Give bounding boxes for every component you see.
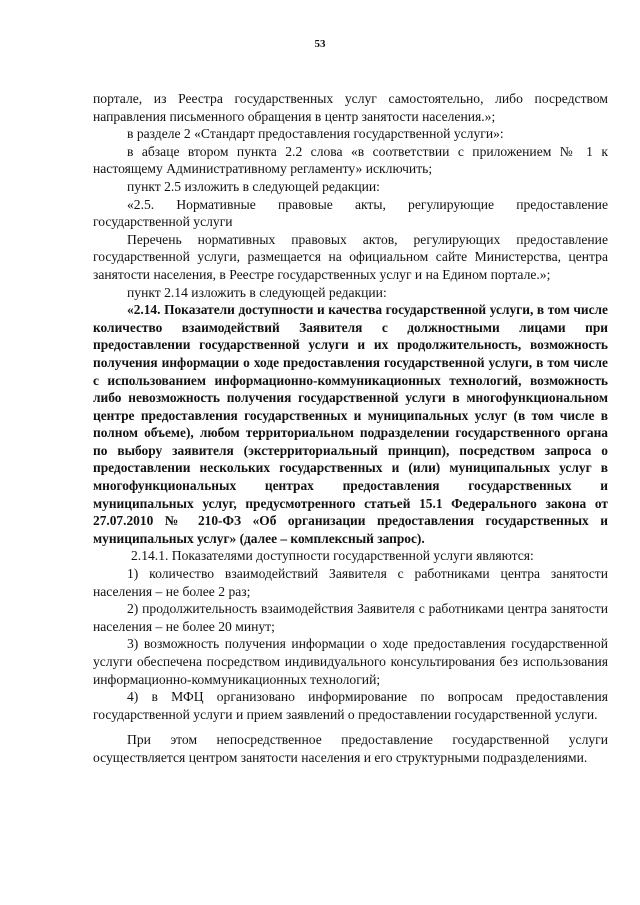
paragraph-item-2-14-intro: пункт 2.14 изложить в следующей редакции:: [127, 284, 387, 300]
paragraph-item-2-2: в абзаце втором пункта 2.2 слова «в соответствии с приложением № 1 к настоящему Административному регламенту» исключить;: [93, 143, 608, 177]
paragraph-item-2-5-intro: пункт 2.5 изложить в следующей редакции:: [127, 178, 380, 194]
paragraph-item-2-14-heading: «2.14. Показатели доступности и качества государственной услуги, в том числе количество взаимодействий Заявителя с должностными лицами при предоставлении государственной услуги и их продолжительность, возможность получения информации о ходе предоставления государственной услуги, в том числе с использованием информационно-коммуникационных технологий, возможность либо невозможность получения государственной услуги в многофункциональном центре предоставления государственных и муниципальных услуг (в том числе в полном объеме), любом территориальном подразделении государственного органа по выбору заявителя (экстерриториальный принцип), посредством запроса о предоставлении нескольких государственных и (или) муниципальных услуг в многофункциональных центрах предоставления государственных и муниципальных услуг, предусмотренного статьей 15.1 Федерального закона от 27.07.2010 № 210-ФЗ «Об организации предоставления государственных и муниципальных услуг» (далее – комплексный запрос).: [93, 302, 608, 546]
paragraph-portal-continuation: порталe, из Реестра государственных услуг самостоятельно, либо посредством направления письменного обращения в центр занятости населения.»;: [93, 91, 608, 124]
paragraph-section-2: в разделе 2 «Стандарт предоставления государственной услуги»:: [127, 126, 504, 142]
paragraph-normative-acts: Перечень нормативных правовых актов, регулирующих предоставление государственной услуги, размещается на официальном сайте Министерства, центра занятости населения, в Реестре государственных услуг и на Едином портале.»;: [93, 231, 608, 282]
list-item-4: 4) в МФЦ организовано информирование по вопросам предоставления государственной услуги и прием заявлений о предоставлении государственной услуги.: [93, 689, 608, 722]
page-number: 53: [314, 38, 326, 50]
list-item-1: 1) количество взаимодействий Заявителя с работниками центра занятости населения – не более 2 раз;: [93, 566, 608, 599]
list-item-3: 3) возможность получения информации о ходе предоставления государственной услуги обеспечена посредством индивидуального консультирования без использования информационно-коммуникационных технологий;: [93, 636, 608, 687]
document-body: [93, 90, 608, 767]
paragraph-item-2-5-heading: «2.5. Нормативные правовые акты, регулирующие предоставление государственной услуги: [93, 196, 608, 230]
paragraph-closing: При этом непосредственное предоставление государственной услуги осуществляется центром занятости населения и его структурными подразделениями.: [93, 732, 608, 765]
list-item-2: 2) продолжительность взаимодействия Заявителя с работниками центра занятости населения – не более 20 минут;: [93, 601, 608, 634]
paragraph-item-2-14-1: 2.14.1. Показателями доступности государственной услуги являются:: [131, 548, 534, 564]
